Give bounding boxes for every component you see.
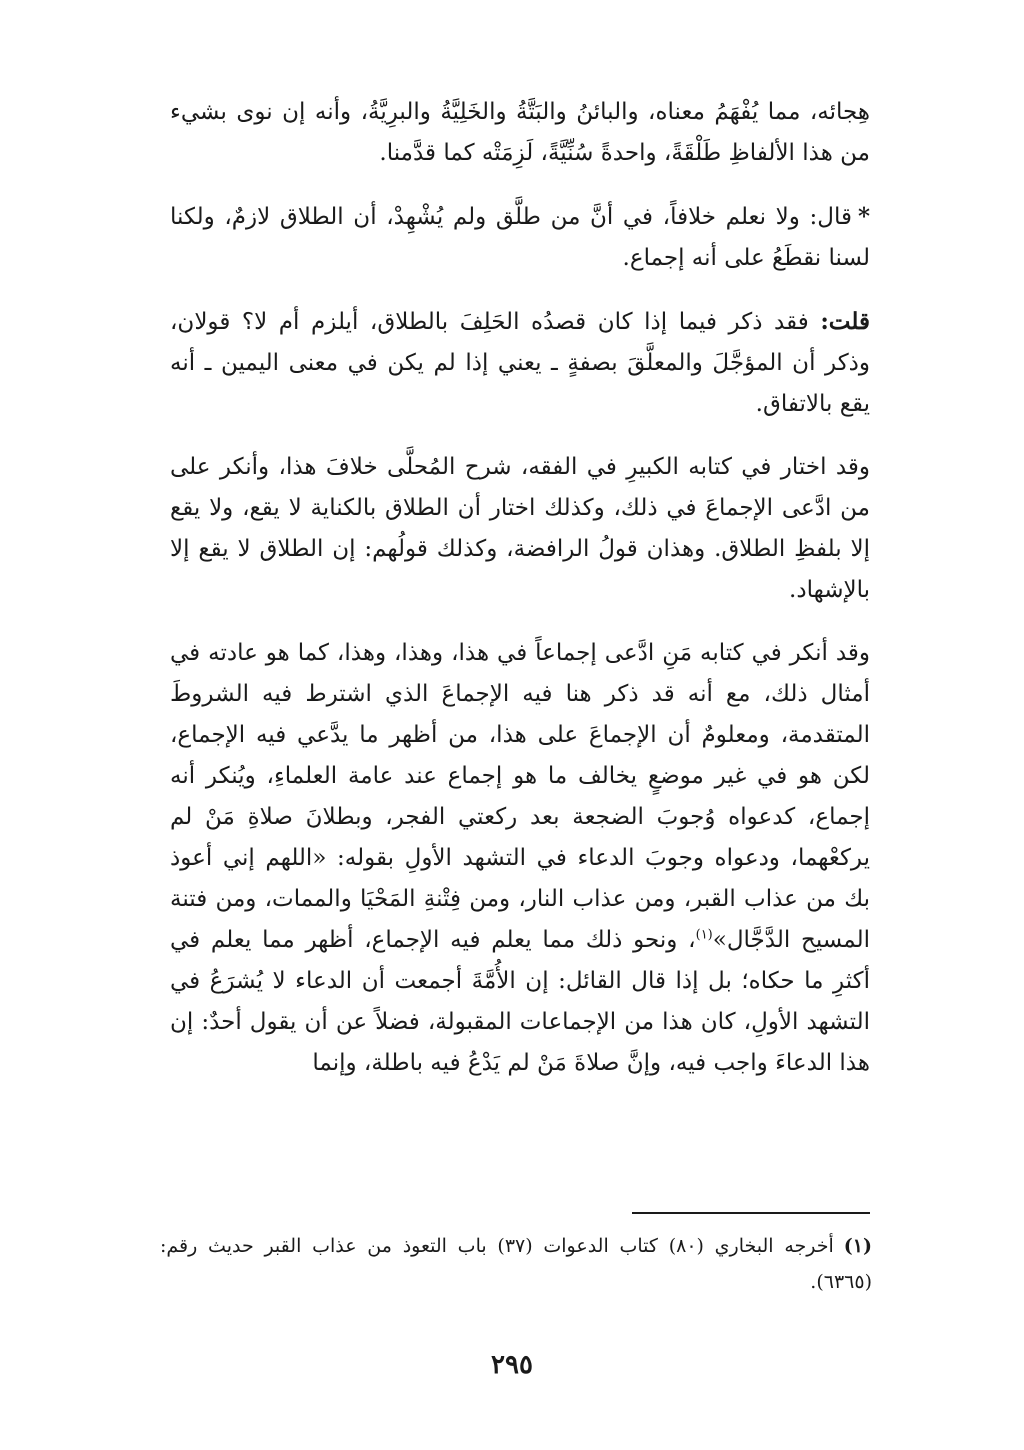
footnote-number: (١) (843, 1235, 872, 1257)
paragraph-3-text: فقد ذكر فيما إذا كان قصدُه الحَلِفَ بالطلاق، أيلزم أم لا؟ قولان، وذكر أن المؤجَّلَ والمعلَّقَ بصفةٍ ـ يعني إذا لم يكن في معنى اليمين ـ أنه يقع بالاتفاق. (170, 309, 870, 417)
paragraph-1-text: هِجائه، مما يُفْهَمُ معناه، والبائنُ والبَتَّةُ والخَلِيَّةُ والبرِيَّةُ، وأنه إن نوى بشيء من هذا الألفاظِ طَلْقَةً، واحدةً سُنِّيَّةً، لَزِمَتْه كما قدَّمنا. (170, 99, 870, 166)
paragraph-4-text: وقد اختار في كتابه الكبيرِ في الفقه، شرح المُحلَّى خلافَ هذا، وأنكر على من ادَّعى الإجماعَ في ذلك، وكذلك اختار أن الطلاق بالكناية لا يقع، ولا يقع إلا بلفظِ الطلاق. وهذان قولُ الرافضة، وكذلك قولُهم: إن الطلاق لا يقع إلا بالإشهاد. (170, 454, 870, 603)
footnote-separator (632, 1212, 870, 1214)
asterisk-icon: * (857, 203, 870, 230)
paragraph-2 (170, 196, 870, 279)
paragraph-3 (170, 301, 870, 425)
paragraph-1 (170, 92, 870, 174)
footnote-text: أخرجه البخاري (٨٠) كتاب الدعوات (٣٧) باب التعوذ من عذاب القبر حديث رقم: (٦٣٦٥). (160, 1235, 872, 1293)
footnote (160, 1228, 872, 1300)
paragraph-4 (170, 447, 870, 611)
paragraph-5-text-continued: ، ونحو ذلك مما يعلم فيه الإجماع، أظهر مما يعلم في أكثرِ ما حكاه؛ بل إذا قال القائل: إن الأُمَّةَ أجمعت أن الدعاء لا يُشرَعُ في التشهد الأولِ، كان هذا من الإجماعات المقبولة، فضلاً عن أن يقول أحدٌ: إن هذا الدعاءَ واجب فيه، وإنَّ صلاةَ مَنْ لم يَدْعُ فيه باطلة، وإنما (170, 927, 870, 1076)
footnote-reference: (١) (695, 927, 713, 943)
page-body (170, 92, 870, 1106)
paragraph-5 (170, 633, 870, 1084)
page-number: ٢٩٥ (491, 1350, 533, 1380)
paragraph-2-text: قال: ولا نعلم خلافاً، في أنَّ من طلَّق ولم يُشْهِدْ، أن الطلاق لازمٌ، ولكنا لسنا نقطَعُ على أنه إجماع. (170, 204, 870, 271)
paragraph-5-text: وقد أنكر في كتابه مَنِ ادَّعى إجماعاً في هذا، وهذا، وهذا، كما هو عادته في أمثال ذلك، مع أنه قد ذكر هنا فيه الإجماعَ الذي اشترط فيه الشروطَ المتقدمة، ومعلومٌ أن الإجماعَ على هذا، من أظهر ما يدَّعي فيه الإجماع، لكن هو في غير موضعٍ يخالف ما هو إجماع عند عامة العلماءِ، ويُنكر أنه إجماع، كدعواه وُجوبَ الضجعة بعد ركعتي الفجر، وبطلانَ صلاةِ مَنْ لم يركعْهما، ودعواه وجوبَ الدعاء في التشهد الأولِ بقوله: «اللهم إني أعوذ بك من عذاب القبر، ومن عذاب النار، ومن فِتْنةِ المَحْيَا والممات، ومن فتنة المسيح الدَّجَّال» (170, 640, 870, 953)
paragraph-3-lead: قلت: (820, 308, 870, 335)
